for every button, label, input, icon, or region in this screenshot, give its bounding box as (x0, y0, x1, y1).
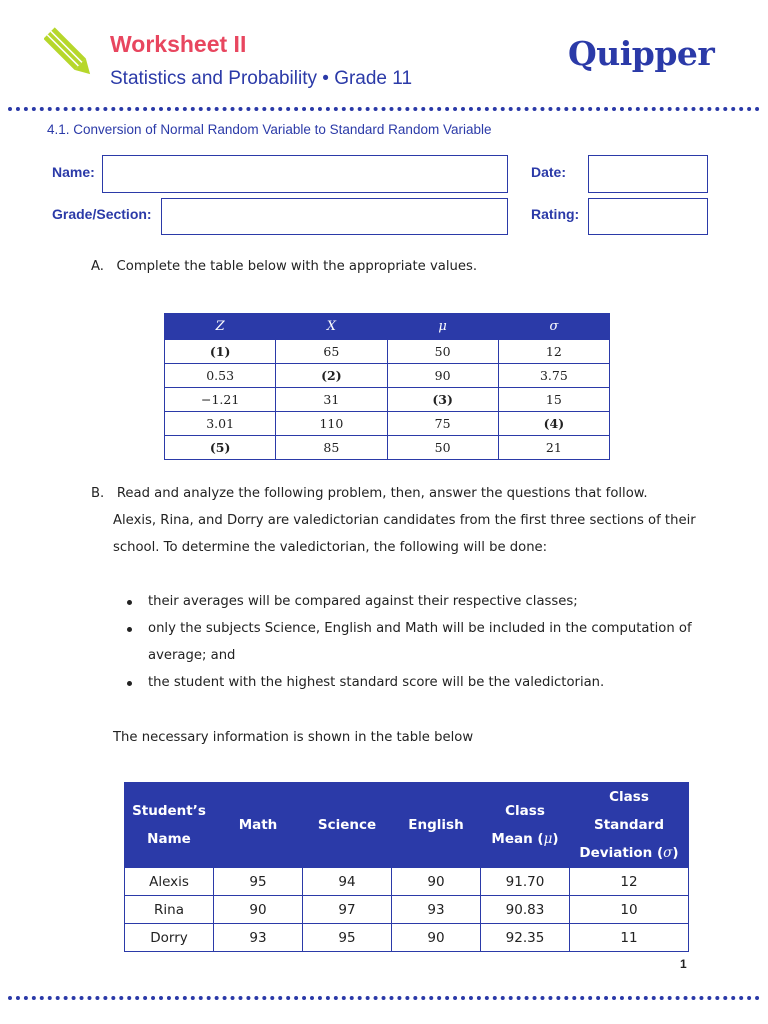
table-cell: 95 (303, 924, 392, 952)
bullet-item-2-line-2: average; and (148, 648, 236, 663)
header-science: Science (303, 783, 392, 868)
table-cell: 65 (276, 340, 387, 364)
table-cell: 10 (570, 896, 689, 924)
table-cell: 90 (387, 364, 498, 388)
section-heading: 4.1. Conversion of Normal Random Variable to Standard Random Variable (47, 122, 492, 137)
table-cell: 90 (392, 868, 481, 896)
table-cell: Rina (125, 896, 214, 924)
top-divider (8, 107, 760, 111)
header-class-mean: Class Mean (μ) (481, 783, 570, 868)
table-row (165, 364, 610, 388)
header-class-sd: Class Standard Deviation (σ) (570, 783, 689, 868)
conversion-table (164, 313, 610, 460)
table-cell: Alexis (125, 868, 214, 896)
table-row (125, 924, 689, 952)
table-cell: −1.21 (165, 388, 276, 412)
table-cell: 92.35 (481, 924, 570, 952)
bullet-item-1: their averages will be compared against their respective classes; (148, 594, 578, 609)
table-cell: 93 (392, 896, 481, 924)
table-cell: 21 (498, 436, 609, 460)
table-row (125, 896, 689, 924)
worksheet-subtitle: Statistics and Probability • Grade 11 (110, 68, 413, 89)
grade-section-field[interactable] (161, 198, 508, 235)
table-cell: 12 (570, 868, 689, 896)
header-math: Math (214, 783, 303, 868)
header-student-name: Student’s Name (125, 783, 214, 868)
page-number: 1 (680, 957, 687, 971)
table-cell: 31 (276, 388, 387, 412)
header-mu: μ (387, 314, 498, 340)
table-cell: 50 (387, 436, 498, 460)
date-field[interactable] (588, 155, 708, 193)
part-a-instruction: A. Complete the table below with the appropriate values. (91, 259, 478, 274)
table-cell: (3) (387, 388, 498, 412)
table-intro: The necessary information is shown in the table below (113, 730, 474, 745)
table-cell: (5) (165, 436, 276, 460)
table-cell: 3.75 (498, 364, 609, 388)
table-row (165, 412, 610, 436)
table-cell: (4) (498, 412, 609, 436)
bullet-item-3: the student with the highest standard score will be the valedictorian. (148, 675, 605, 690)
name-field[interactable] (102, 155, 508, 193)
date-label: Date: (531, 164, 567, 180)
header-english: English (392, 783, 481, 868)
quipper-logo: Quipper (568, 34, 715, 73)
name-label: Name: (52, 164, 95, 180)
table-row (165, 340, 610, 364)
table-cell: 75 (387, 412, 498, 436)
table-cell: 94 (303, 868, 392, 896)
problem-text-line-2: school. To determine the valedictorian, the following will be done: (113, 540, 548, 555)
bottom-divider (8, 996, 760, 1000)
header-x: X (276, 314, 387, 340)
table-cell: (1) (165, 340, 276, 364)
table-header-row (125, 783, 689, 868)
rating-label: Rating: (531, 206, 580, 222)
table-cell: 85 (276, 436, 387, 460)
table-cell: 50 (387, 340, 498, 364)
bullet-item-2-line-1: only the subjects Science, English and Math will be included in the computation of (148, 621, 692, 636)
header-sigma: σ (498, 314, 609, 340)
table-row (165, 436, 610, 460)
rating-field[interactable] (588, 198, 708, 235)
table-cell: 97 (303, 896, 392, 924)
table-cell: 95 (214, 868, 303, 896)
table-header-row (165, 314, 610, 340)
table-cell: 91.70 (481, 868, 570, 896)
bullet-icon (127, 627, 132, 632)
table-cell: 15 (498, 388, 609, 412)
grade-section-label: Grade/Section: (52, 206, 152, 222)
table-cell: 110 (276, 412, 387, 436)
students-table (124, 782, 689, 952)
bullet-icon (127, 681, 132, 686)
table-cell: 90 (214, 896, 303, 924)
table-cell: 93 (214, 924, 303, 952)
table-cell: 11 (570, 924, 689, 952)
table-row (165, 388, 610, 412)
table-cell: Dorry (125, 924, 214, 952)
table-cell: 12 (498, 340, 609, 364)
table-cell: 90 (392, 924, 481, 952)
table-cell: (2) (276, 364, 387, 388)
table-cell: 0.53 (165, 364, 276, 388)
bullet-icon (127, 600, 132, 605)
table-cell: 90.83 (481, 896, 570, 924)
worksheet-title: Worksheet II (110, 31, 247, 57)
pencil-icon (44, 26, 98, 84)
header-z: Z (165, 314, 276, 340)
part-b-instruction: B. Read and analyze the following problem, then, answer the questions that follow. (91, 486, 648, 501)
table-row (125, 868, 689, 896)
problem-text-line-1: Alexis, Rina, and Dorry are valedictorian candidates from the first three sections of their (113, 513, 696, 528)
table-cell: 3.01 (165, 412, 276, 436)
